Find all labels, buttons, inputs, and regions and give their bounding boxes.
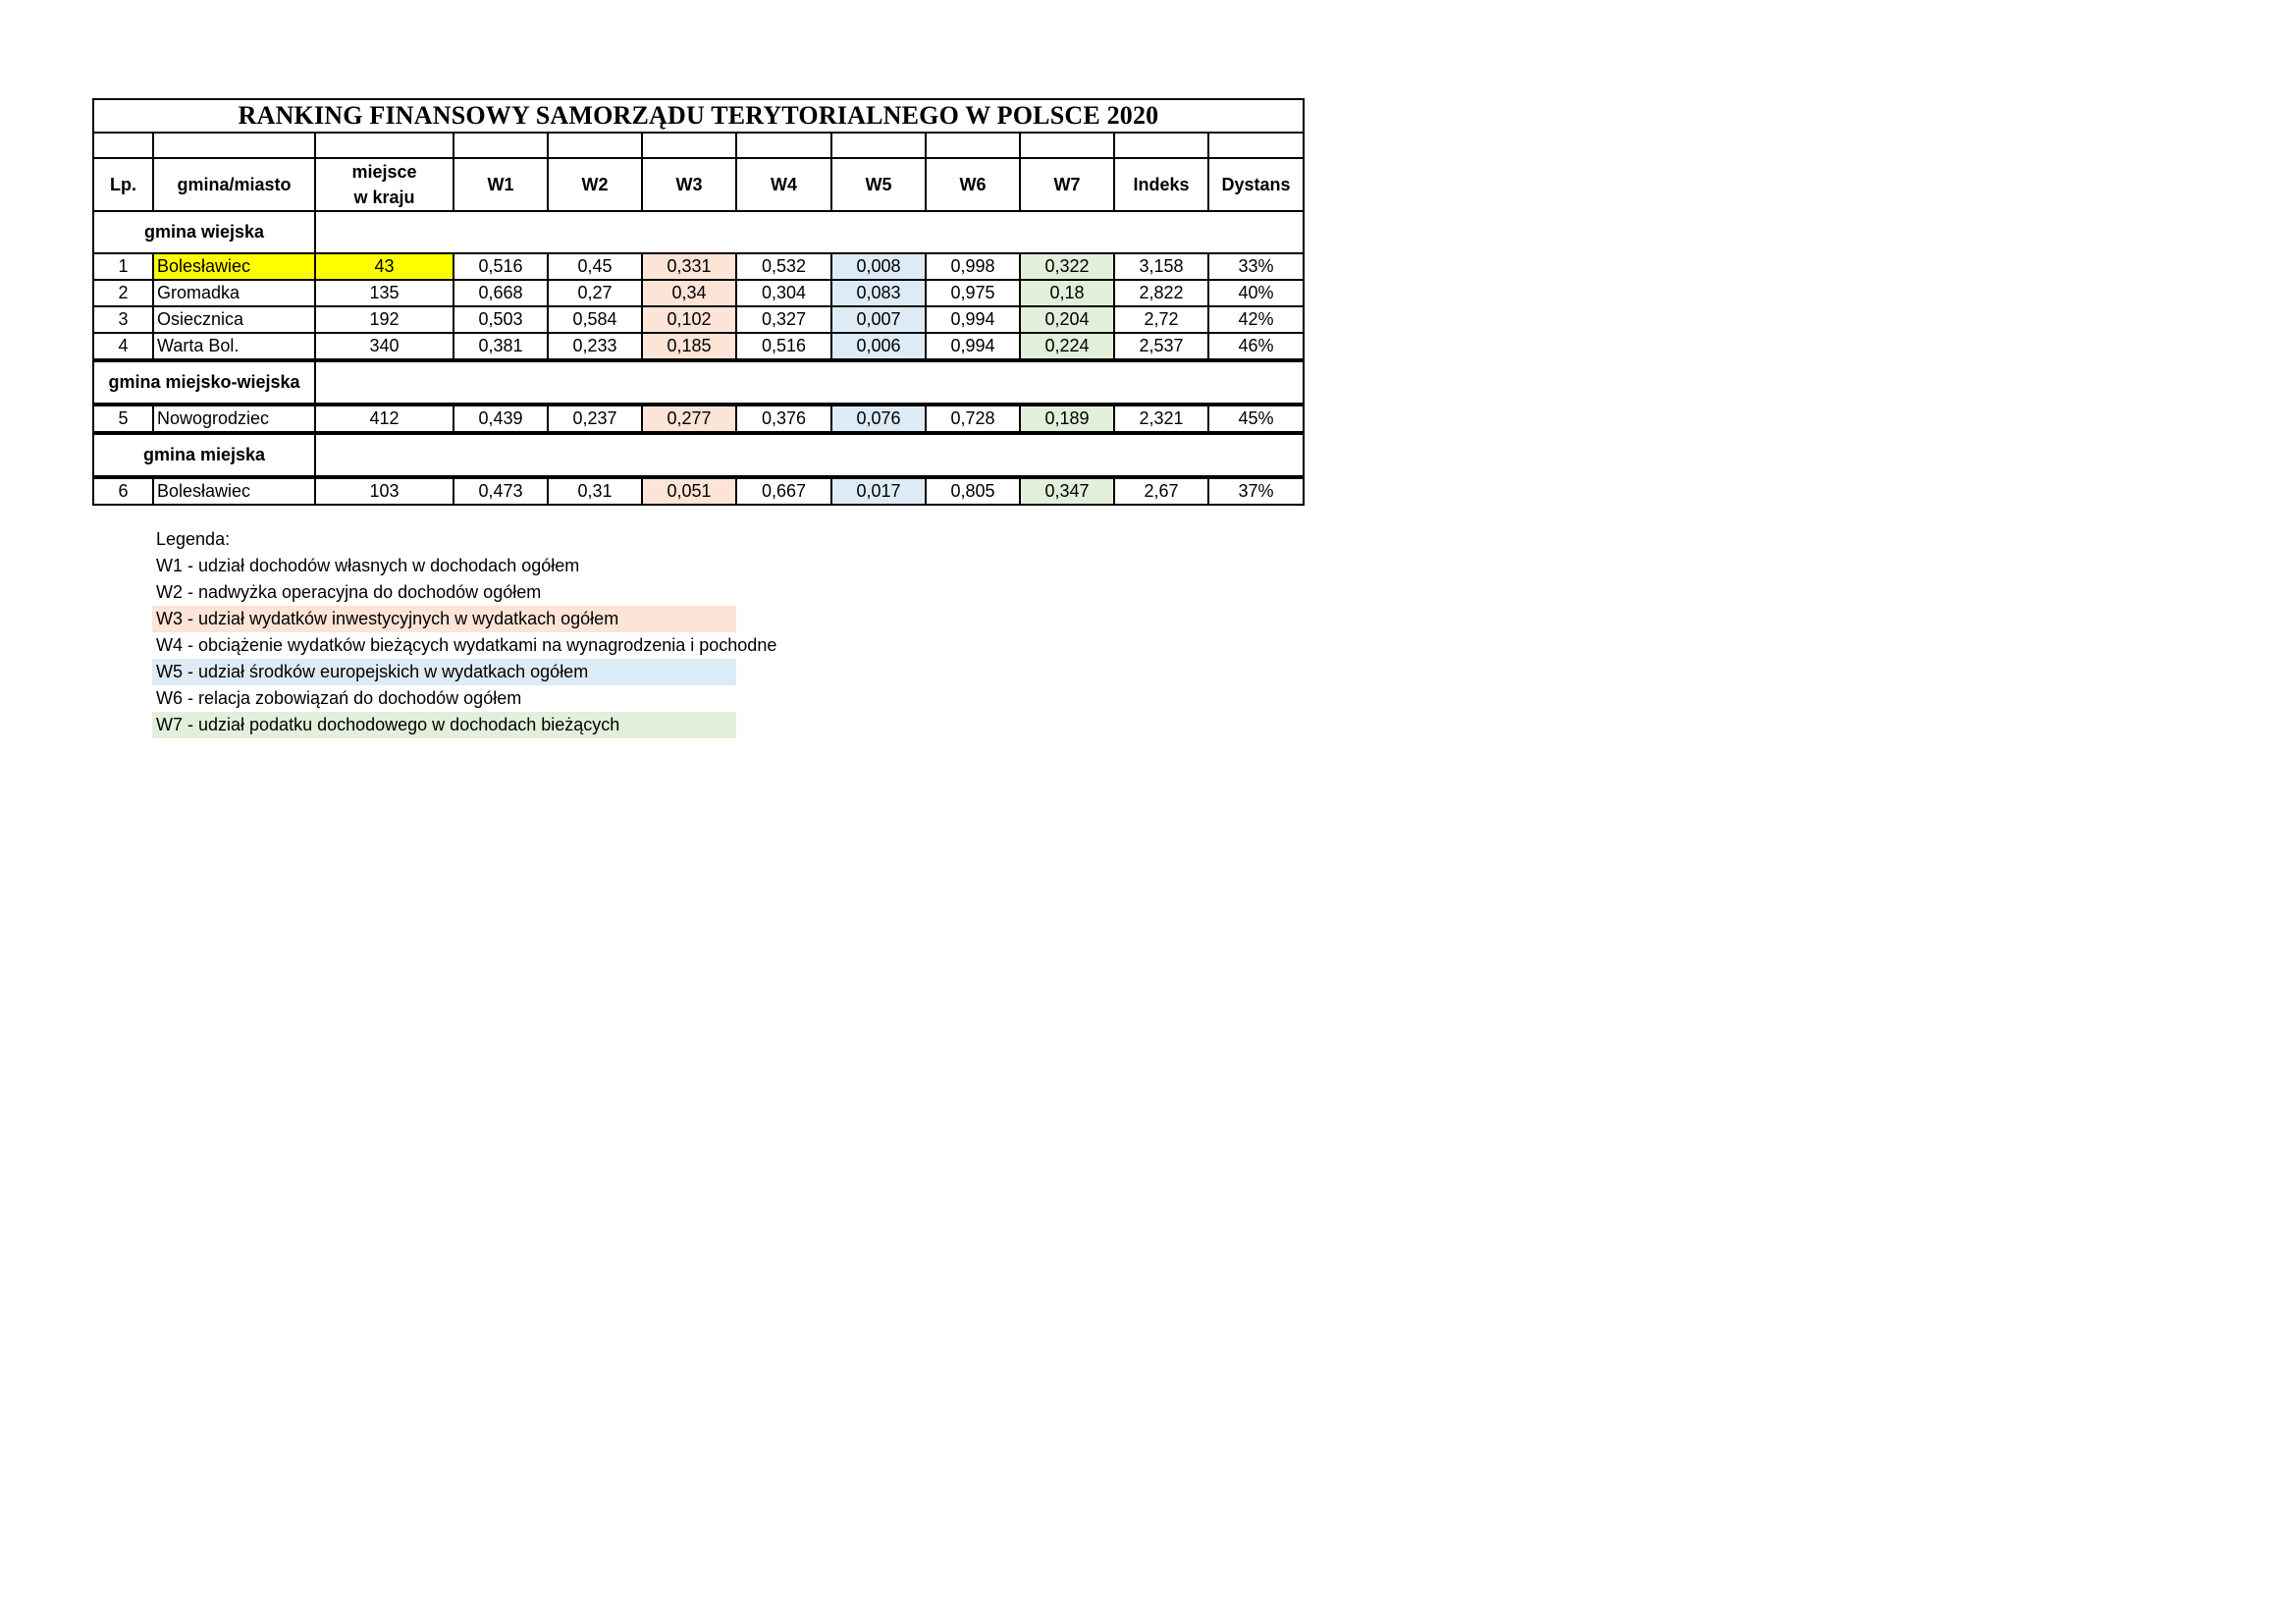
cell-w1: 0,439 (454, 405, 548, 433)
legend-heading: Legenda: (156, 529, 231, 549)
cell-w7: 0,322 (1020, 253, 1114, 280)
header-w4: W4 (736, 158, 831, 211)
cell-indeks: 3,158 (1114, 253, 1208, 280)
cell-miejsce: 103 (315, 477, 454, 505)
legend-item-w7: W7 - udział podatku dochodowego w dochodach bieżących (152, 712, 736, 738)
cell-w4: 0,532 (736, 253, 831, 280)
group-row-gmina-wiejska (93, 211, 1304, 253)
cell-w1: 0,668 (454, 280, 548, 306)
legend-item-w1: W1 - udział dochodów własnych w dochodach ogółem (156, 556, 580, 575)
header-dystans: Dystans (1208, 158, 1304, 211)
cell-lp: 1 (93, 253, 153, 280)
cell-miejsce: 412 (315, 405, 454, 433)
legend (152, 526, 839, 738)
cell-w3: 0,051 (642, 477, 736, 505)
cell-w2: 0,584 (548, 306, 642, 333)
group-label: gmina wiejska (93, 211, 315, 253)
cell-w2: 0,233 (548, 333, 642, 360)
cell-name: Bolesławiec (153, 477, 315, 505)
cell-indeks: 2,67 (1114, 477, 1208, 505)
legend-item-w4: W4 - obciążenie wydatków bieżących wydatkami na wynagrodzenia i pochodne (156, 635, 777, 655)
cell-miejsce: 192 (315, 306, 454, 333)
cell-w4: 0,304 (736, 280, 831, 306)
table-title: RANKING FINANSOWY SAMORZĄDU TERYTORIALNEGO W POLSCE 2020 (93, 99, 1304, 133)
cell-w5: 0,083 (831, 280, 926, 306)
cell-w6: 0,728 (926, 405, 1020, 433)
table-row (93, 477, 1304, 505)
cell-w6: 0,994 (926, 333, 1020, 360)
table-row (93, 333, 1304, 360)
group-empty (315, 433, 1304, 477)
cell-indeks: 2,537 (1114, 333, 1208, 360)
group-empty (315, 360, 1304, 405)
cell-w3: 0,331 (642, 253, 736, 280)
cell-w6: 0,975 (926, 280, 1020, 306)
group-row-gmina-miejsko-wiejska (93, 360, 1304, 405)
header-w5: W5 (831, 158, 926, 211)
header-w6: W6 (926, 158, 1020, 211)
group-label: gmina miejska (93, 433, 315, 477)
cell-dystans: 45% (1208, 405, 1304, 433)
cell-w3: 0,102 (642, 306, 736, 333)
cell-w1: 0,503 (454, 306, 548, 333)
cell-w2: 0,237 (548, 405, 642, 433)
header-w2: W2 (548, 158, 642, 211)
cell-w7: 0,347 (1020, 477, 1114, 505)
header-miejsce-line-1: miejsce (351, 162, 417, 182)
cell-w7: 0,189 (1020, 405, 1114, 433)
cell-dystans: 33% (1208, 253, 1304, 280)
cell-dystans: 42% (1208, 306, 1304, 333)
cell-indeks: 2,822 (1114, 280, 1208, 306)
header-w7: W7 (1020, 158, 1114, 211)
group-label: gmina miejsko-wiejska (93, 360, 315, 405)
cell-w2: 0,45 (548, 253, 642, 280)
cell-lp: 4 (93, 333, 153, 360)
cell-name: Gromadka (153, 280, 315, 306)
header-w1: W1 (454, 158, 548, 211)
cell-w4: 0,516 (736, 333, 831, 360)
cell-w6: 0,994 (926, 306, 1020, 333)
cell-miejsce: 340 (315, 333, 454, 360)
group-empty (315, 211, 1304, 253)
header-w3: W3 (642, 158, 736, 211)
legend-item-w2: W2 - nadwyżka operacyjna do dochodów ogółem (156, 582, 542, 602)
cell-w2: 0,27 (548, 280, 642, 306)
cell-w4: 0,376 (736, 405, 831, 433)
cell-w6: 0,998 (926, 253, 1020, 280)
cell-w1: 0,381 (454, 333, 548, 360)
table-row (93, 253, 1304, 280)
cell-indeks: 2,321 (1114, 405, 1208, 433)
table-row (93, 280, 1304, 306)
column-header-row (93, 158, 1304, 211)
cell-w7: 0,224 (1020, 333, 1114, 360)
cell-w1: 0,516 (454, 253, 548, 280)
cell-lp: 6 (93, 477, 153, 505)
cell-name: Warta Bol. (153, 333, 315, 360)
cell-w3: 0,34 (642, 280, 736, 306)
cell-w2: 0,31 (548, 477, 642, 505)
cell-w5: 0,008 (831, 253, 926, 280)
cell-dystans: 37% (1208, 477, 1304, 505)
group-row-gmina-miejska (93, 433, 1304, 477)
cell-name: Osiecznica (153, 306, 315, 333)
header-gmina: gmina/miasto (153, 158, 315, 211)
header-lp: Lp. (93, 158, 153, 211)
cell-w5: 0,007 (831, 306, 926, 333)
legend-item-w6: W6 - relacja zobowiązań do dochodów ogółem (156, 688, 522, 708)
table-row (93, 405, 1304, 433)
table-row (93, 306, 1304, 333)
header-miejsce-line-2: w kraju (353, 188, 415, 207)
cell-dystans: 40% (1208, 280, 1304, 306)
cell-miejsce: 135 (315, 280, 454, 306)
cell-name: Bolesławiec (153, 253, 315, 280)
ranking-table (92, 98, 1305, 506)
header-indeks: Indeks (1114, 158, 1208, 211)
cell-w1: 0,473 (454, 477, 548, 505)
cell-w7: 0,204 (1020, 306, 1114, 333)
cell-w4: 0,327 (736, 306, 831, 333)
cell-name: Nowogrodziec (153, 405, 315, 433)
cell-w4: 0,667 (736, 477, 831, 505)
cell-w5: 0,006 (831, 333, 926, 360)
cell-indeks: 2,72 (1114, 306, 1208, 333)
cell-w5: 0,076 (831, 405, 926, 433)
cell-lp: 5 (93, 405, 153, 433)
cell-w6: 0,805 (926, 477, 1020, 505)
cell-lp: 2 (93, 280, 153, 306)
legend-item-w5: W5 - udział środków europejskich w wydatkach ogółem (152, 659, 736, 685)
cell-lp: 3 (93, 306, 153, 333)
legend-item-w3: W3 - udział wydatków inwestycyjnych w wydatkach ogółem (152, 606, 736, 632)
cell-w5: 0,017 (831, 477, 926, 505)
cell-w3: 0,277 (642, 405, 736, 433)
spacer-row (93, 133, 1304, 158)
cell-w3: 0,185 (642, 333, 736, 360)
cell-dystans: 46% (1208, 333, 1304, 360)
header-miejsce (315, 158, 454, 211)
cell-w7: 0,18 (1020, 280, 1114, 306)
cell-miejsce: 43 (315, 253, 454, 280)
